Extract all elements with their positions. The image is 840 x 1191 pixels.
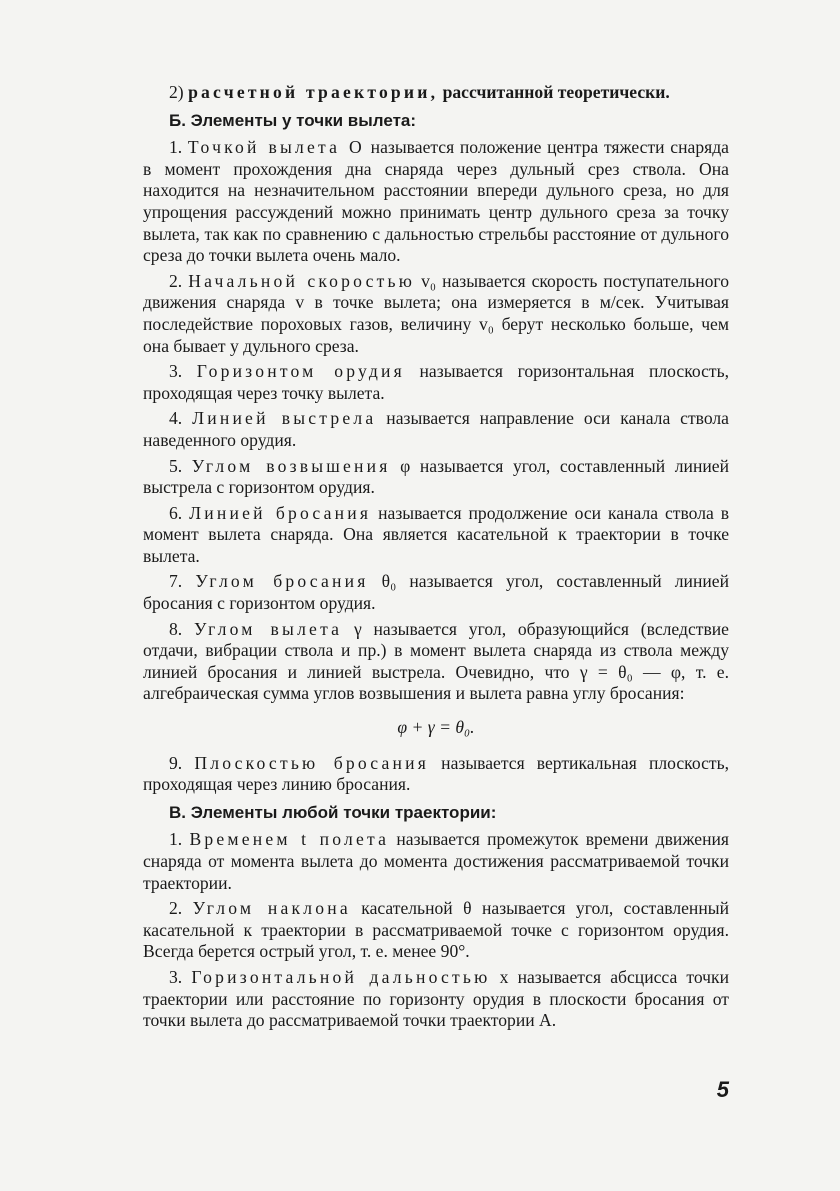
item-text: φ называется угол, составленный линией выстрела с горизонтом орудия.	[143, 455, 730, 498]
item-text: касательной θ называется угол, составленный касательной к траектории в рассматриваемой точке с горизонтом орудия. Всегда берется острый угол, т. е. менее 90°.	[143, 898, 729, 962]
section-b-item-9	[143, 753, 729, 796]
item-number: 4.	[169, 408, 193, 429]
item-number: 1.	[169, 137, 188, 158]
item-number: 2.	[169, 270, 189, 291]
item-number: 7.	[169, 571, 196, 592]
item-text: называется направление оси канала ствола наведенного орудия.	[143, 408, 729, 450]
section-b-heading: Б. Элементы у точки вылета:	[169, 110, 417, 130]
section-b-item-5	[143, 456, 729, 499]
section-b-item-7	[143, 571, 729, 614]
item-text: θ₀ называется угол, составленный линией бросания с горизонтом орудия.	[143, 571, 730, 614]
paragraph-2-trajectory	[143, 82, 729, 104]
term: Начальной скоростью	[188, 270, 416, 291]
section-v-item-3	[143, 967, 729, 1032]
item-text: называется продолжение оси канала ствола в момент вылета снаряда. Она является касательной к траектории в точке вылета.	[143, 502, 730, 566]
term: Временем t полета	[189, 829, 390, 850]
item-text: называется вертикальная плоскость, проходящая через линию бросания.	[143, 752, 729, 795]
item-number: 2.	[169, 898, 193, 919]
item-text: рассчитанной теоретически.	[438, 82, 670, 102]
section-b-item-4	[143, 408, 729, 451]
item-text: γ называется угол, образующийся (вследствие отдачи, вибрации ствола и пр.) в момент вылета снаряда из ствола между линией бросания и линией выстрела. Очевидно, что γ = θ₀ — φ, т. е. алгебраическая сумма углов возвышения и вылета равна углу бросания:	[143, 618, 729, 704]
term: расчетной траектории,	[188, 82, 439, 102]
section-b-item-3	[143, 361, 729, 404]
item-text: называется промежуток времени движения снаряда от момента вылета до момента достижения рассматриваемой точки траектории.	[143, 829, 729, 893]
section-b-item-1	[143, 137, 729, 267]
section-v-heading: В. Элементы любой точки траектории:	[169, 802, 497, 822]
item-number: 6.	[169, 502, 190, 523]
item-number: 8.	[169, 618, 194, 639]
term: Углом вылета	[193, 618, 343, 639]
angle-formula: φ + γ = θ₀.	[397, 717, 475, 738]
term: Линией бросания	[189, 502, 372, 523]
section-b-item-8	[143, 619, 729, 705]
item-text: называется горизонтальная плоскость, проходящая через точку вылета.	[143, 361, 729, 403]
term: Углом возвышения	[191, 455, 391, 476]
item-text: называется положение центра тяжести снаряда в момент прохождения дна снаряда через дульный срез ствола. Она находится на незначительном расстоянии впереди дульного среза, но для упрощения рассуждений можно принимать центр дульного среза за точку вылета, так как по сравнению с дальностью стрельбы расстояние от дульного среза до точки вылета очень мало.	[143, 137, 729, 266]
item-number: 3.	[169, 361, 197, 382]
item-text: v₀ называется скорость поступательного движения снаряда v в точке вылета; она измеряется в м/сек. Учитывая последействие пороховых газов, величину v₀ берут несколько больше, чем она бывает у дульного среза.	[143, 270, 729, 356]
item-number: 3.	[169, 966, 192, 987]
term: Углом бросания	[195, 571, 369, 592]
section-b-item-6	[143, 503, 729, 568]
term: Точкой вылета O	[187, 137, 365, 158]
term: Горизонтальной дальностью	[191, 966, 491, 987]
item-text: x называется абсцисса точки траектории или расстояние по горизонту орудия в плоскости бросания от точки вылета до рассматриваемой точки траектории A.	[143, 966, 729, 1031]
item-number: 9.	[169, 752, 195, 773]
page-number: 5	[716, 1077, 729, 1102]
section-v-item-1	[143, 829, 729, 894]
section-v-item-2	[143, 898, 729, 963]
term: Углом наклона	[192, 898, 351, 919]
item-number: 2)	[169, 82, 189, 102]
term: Линией выстрела	[192, 408, 377, 429]
item-number: 5.	[169, 455, 192, 476]
term: Плоскостью бросания	[194, 752, 430, 773]
section-b-item-2	[143, 271, 729, 357]
term: Горизонтом орудия	[196, 361, 405, 382]
page-text	[143, 82, 729, 1036]
item-number: 1.	[169, 829, 190, 850]
